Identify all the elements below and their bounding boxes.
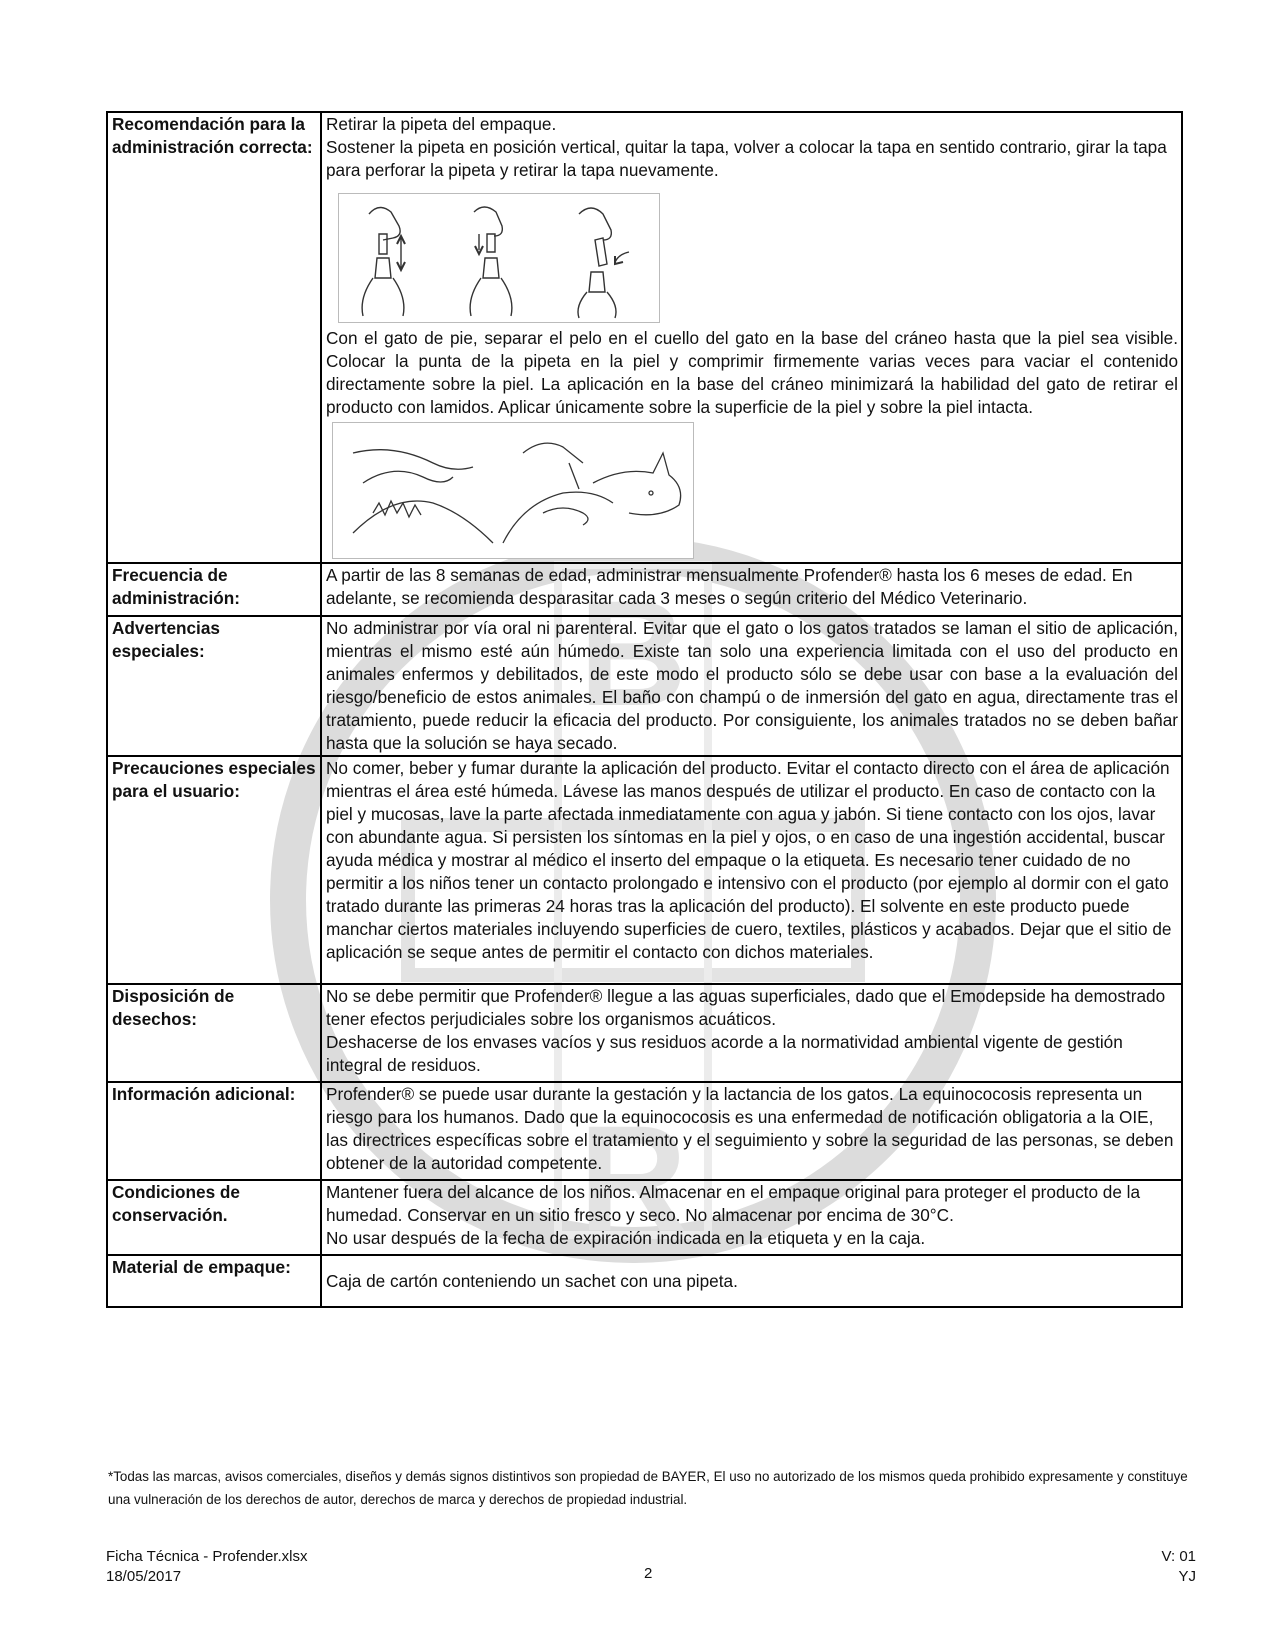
table-row [107, 756, 1182, 984]
text-conservacion-1: Mantener fuera del alcance de los niños. Almacenar en el empaque original para proteger el producto de la humedad. Conservar en un sitio fresco y seco. No almacenar por encima de 30°C. [326, 1182, 1141, 1225]
product-sheet-table [106, 111, 1183, 1308]
svg-text:B: B [578, 569, 688, 737]
row-label-administracion: Recomendación para la administración correcta: [107, 112, 321, 563]
row-content-conservacion [321, 1180, 1182, 1255]
row-label-frecuencia: Frecuencia de administración: [107, 563, 321, 616]
table-row [107, 1180, 1182, 1255]
row-label-conservacion: Condiciones de conservación. [107, 1180, 321, 1255]
table-row [107, 1255, 1182, 1307]
table-row [107, 616, 1182, 756]
row-content-precauciones: No comer, beber y fumar durante la aplicación del producto. Evitar el contacto directo con el área de aplicación mientras el área esté húmeda. Lávese las manos después de utilizar el producto. En caso de contacto con la piel y mucosas, lave la parte afectada inmediatamente con agua y jabón. Si tiene contacto con los ojos, lavar con abundante agua. Si persisten los síntomas en la piel y ojos, o en caso de una ingestión accidental, buscar ayuda médica y mostrar al médico el inserto del empaque o la etiqueta. Es necesario tener cuidado de no permitir a los niños tener un contacto prolongado e intensivo con el producto (por ejemplo al dormir con el gato tratado durante las primeras 24 horas tras la aplicación del producto). El solvente en este producto puede manchar ciertos materiales incluyendo superficies de cuero, textiles, plásticos y acabados. Dejar que el sitio de aplicación se seque antes de permitir el contacto con dichos materiales. [321, 756, 1182, 984]
text-sostener-pipeta: Sostener la pipeta en posición vertical, quitar la tapa, volver a colocar la tapa en sentido contrario, girar la tapa para perforar la pipeta y retirar la tapa nuevamente. [326, 137, 1167, 180]
row-label-disposicion: Disposición de desechos: [107, 984, 321, 1082]
table-row [107, 563, 1182, 616]
text-disposicion-1: No se debe permitir que Profender® llegue a las aguas superficiales, dado que el Emodepside ha demostrado tener efectos perjudiciales sobre los organismos acuáticos. [326, 986, 1166, 1029]
row-content-disposicion [321, 984, 1182, 1082]
row-content-administracion [321, 112, 1182, 563]
row-label-material: Material de empaque: [107, 1255, 321, 1307]
text-disposicion-2: Deshacerse de los envases vacíos y sus residuos acorde a la normatividad ambiental vigente de gestión integral de residuos. [326, 1032, 1123, 1075]
row-label-informacion: Información adicional: [107, 1082, 321, 1180]
text-aplicacion-gato: Con el gato de pie, separar el pelo en el cuello del gato en la base del cráneo hasta que la piel sea visible. Colocar la punta de la pipeta en la piel y comprimir firmemente varias veces para vaciar el contenido directamente sobre la piel. La aplicación en la base del cráneo minimizará la habilidad del gato de retirar el producto con lamidos. Aplicar únicamente sobre la superficie de la piel y sobre la piel intacta. [326, 328, 1178, 417]
text-retirar-pipeta: Retirar la pipeta del empaque. [326, 114, 557, 134]
footer-left [106, 1547, 307, 1587]
trademark-footnote: *Todas las marcas, avisos comerciales, diseños y demás signos distintivos son propiedad de BAYER, El uso no autorizado de los mismos queda prohibido expresamente y constituye una vulneración de los derechos de autor, derechos de marca y derechos de propiedad industrial. [108, 1469, 1188, 1507]
row-content-frecuencia: A partir de las 8 semanas de edad, administrar mensualmente Profender® hasta los 6 meses de edad. En adelante, se recomienda desparasitar cada 3 meses o según criterio del Médico Veterinario. [321, 563, 1182, 616]
row-label-advertencias: Advertencias especiales: [107, 616, 321, 756]
pipette-opening-illustration [338, 193, 660, 323]
row-content-informacion: Profender® se puede usar durante la gestación y la lactancia de los gatos. La equinococosis representa un riesgo para los humanos. Dado que la equinococosis es una enfermedad de notificación obligatoria a la OIE, las directrices específicas sobre el tratamiento y el seguimiento y sobre la seguridad de las personas, se deben obtener de la autoridad competente. [321, 1082, 1182, 1180]
table-row [107, 112, 1182, 563]
footer-file-name: Ficha Técnica - Profender.xlsx [106, 1548, 308, 1565]
page-number: 2 [644, 1565, 653, 1582]
footer-version: V: 01 [1161, 1548, 1196, 1565]
footer-initials: YJ [1178, 1568, 1196, 1585]
footer-right [1100, 1547, 1196, 1587]
text-conservacion-2: No usar después de la fecha de expiración indicada en la etiqueta y en la caja. [326, 1228, 926, 1248]
svg-text:R: R [578, 1094, 688, 1262]
row-content-material: Caja de cartón conteniendo un sachet con una pipeta. [321, 1255, 1182, 1307]
footer-date: 18/05/2017 [106, 1568, 182, 1585]
row-content-advertencias: No administrar por vía oral ni parenteral. Evitar que el gato o los gatos tratados se laman el sitio de aplicación, mientras el mismo esté aún húmedo. Existe tan solo una experiencia limitada con el uso del producto en animales enfermos y debilitados, de este modo el producto sólo se debe usar con base a la evaluación del riesgo/beneficio de estos animales. El baño con champú o de inmersión del gato en agua, directamente tras el tratamiento, puede reducir la eficacia del producto. Por consiguiente, los animales tratados no se deben bañar hasta que la solución se haya secado. [321, 616, 1182, 756]
table-row [107, 984, 1182, 1082]
table-row [107, 1082, 1182, 1180]
row-label-precauciones: Precauciones especiales para el usuario: [107, 756, 321, 984]
cat-application-illustration [332, 422, 694, 559]
